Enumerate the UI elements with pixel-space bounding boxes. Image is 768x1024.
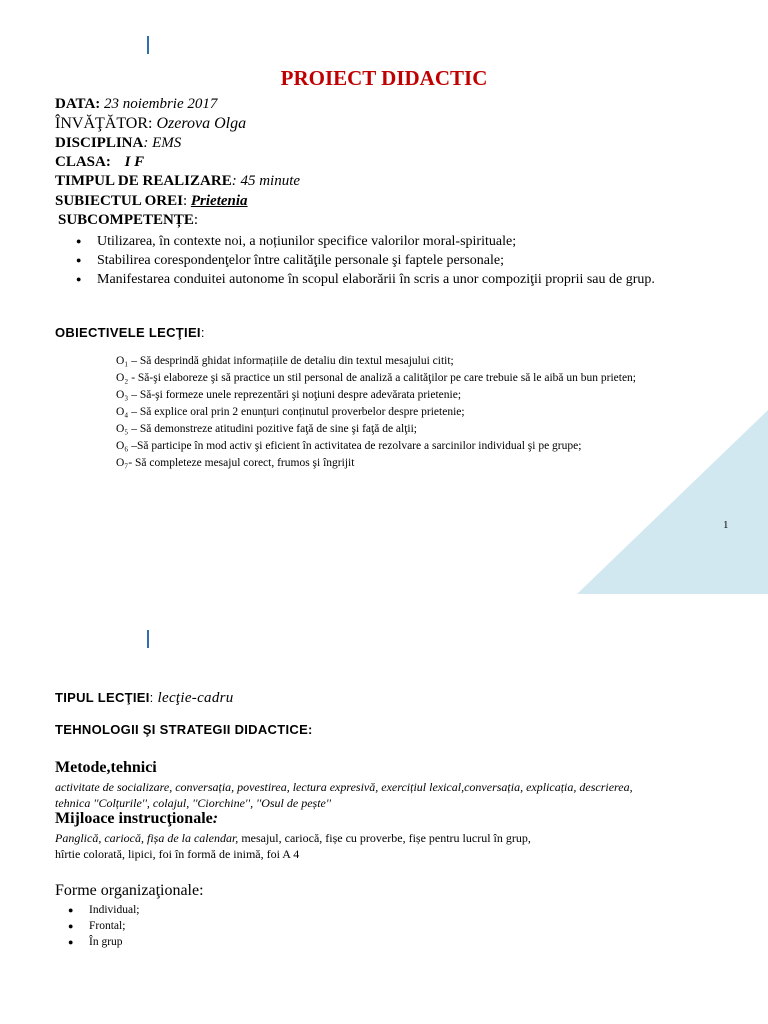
list-item: ● Utilizarea, în contexte noi, a noțiunilor specifice valorilor moral-spirituale;	[70, 232, 698, 251]
resources-colon: :	[212, 810, 219, 827]
forms-list	[62, 902, 362, 950]
subcompetences-colon: :	[193, 212, 199, 228]
lesson-type-colon: :	[149, 690, 154, 705]
objectives-colon: :	[200, 325, 205, 340]
time-label: TIMPUL DE REALIZARE	[55, 173, 232, 189]
class-value: I F	[124, 154, 145, 170]
lesson-type-label: TIPUL LECŢIEI	[55, 690, 150, 705]
triangle-shape	[577, 410, 768, 594]
objective-item: O₄ – Să explice oral prin 2 enunțuri conținutul proverbelor despre prietenie;	[116, 406, 465, 418]
date-label: DATA:	[55, 96, 101, 112]
resources-title: Mijloace instrucţionale	[55, 810, 213, 827]
subject-value: Prietenia	[190, 193, 248, 209]
objectives-heading	[55, 325, 205, 340]
teacher-value: Ozerova Olga	[156, 115, 247, 132]
field-date	[55, 95, 217, 114]
cursor-caret-page2	[147, 630, 149, 648]
objectives-title: OBIECTIVELE LECŢIEI	[55, 325, 201, 340]
list-item: ● Individual;	[62, 902, 362, 918]
discipline-label: DISCIPLINA	[55, 135, 144, 151]
time-value: : 45 minute	[231, 173, 301, 189]
list-item: ● În grup	[62, 934, 362, 950]
field-discipline	[55, 134, 181, 153]
teacher-colon: :	[148, 115, 153, 132]
resources-rest: mesajul, cariocă, fișe cu proverbe, fișe pentru lucrul în grup,	[238, 831, 531, 845]
methods-heading: Metode,tehnici	[55, 759, 157, 776]
list-item: ● Manifestarea conduitei autonome în scopul elaborării în scris a unor compoziţii proprii sau de grup.	[70, 270, 698, 289]
corner-triangle-decoration	[577, 410, 768, 594]
objective-item: O₆ –Să participe în mod activ şi eficient în activitatea de rezolvare a sarcinilor individual şi pe grupe;	[116, 440, 582, 452]
objective-item: O₅ – Să demonstreze atitudini pozitive faţă de sine şi faţă de alţii;	[116, 423, 417, 435]
page-number: 1	[723, 519, 729, 531]
field-time	[55, 172, 300, 191]
field-class	[55, 153, 144, 172]
lesson-type	[55, 690, 234, 707]
objective-item: O₂ - Să-şi elaboreze şi să practice un stil personal de analiză a calităţilor pe care trebuie să le aibă un bun prieten;	[116, 372, 637, 384]
subject-colon: :	[182, 193, 188, 209]
resources-heading	[55, 810, 218, 828]
class-label: CLASA:	[55, 154, 111, 170]
subcompetences-title: SUBCOMPETENȚE	[58, 212, 194, 228]
methods-text: activitate de socializare, conversația, povestirea, lectura expresivă, exercițiul lexical,conversația, explicația, descrierea, tehnica ''Colțurile'', colajul, ''Ciorchine'', ''Osul de pește''	[55, 780, 633, 810]
date-value: 23 noiembrie 2017	[104, 96, 218, 112]
list-item: ● Frontal;	[62, 918, 362, 934]
technologies-heading: TEHNOLOGII ŞI STRATEGII DIDACTICE:	[55, 722, 313, 737]
field-teacher	[55, 114, 246, 133]
subject-label: SUBIECTUL OREI	[55, 193, 183, 209]
resources-italic-part: Panglică, cariocă, fișa de la calendar,	[55, 831, 239, 845]
resources-line-1	[55, 830, 695, 846]
cursor-caret	[147, 36, 149, 54]
lesson-type-value: lecţie-cadru	[157, 690, 234, 706]
objective-item: O₇- Să completeze mesajul corect, frumos şi îngrijit	[116, 457, 355, 469]
field-subject	[55, 192, 248, 211]
resources-line-2: hîrtie colorată, lipici, foi în formă de inimă, foi A 4	[55, 847, 300, 861]
list-item: ● Stabilirea corespondenţelor între calităţile personale şi faptele personale;	[70, 251, 698, 270]
page-title: PROIECT DIDACTIC	[280, 66, 488, 90]
teacher-label: ÎNVĂŢĂTOR	[55, 115, 149, 132]
forms-heading: Forme organizaţionale:	[55, 882, 204, 899]
subcompetences-list	[70, 232, 698, 289]
resources-text	[55, 830, 695, 862]
subcompetences-heading	[58, 211, 198, 230]
discipline-value: : EMS	[143, 135, 182, 151]
objective-item: O₁ – Să desprindă ghidat informațiile de detaliu din textul mesajului citit;	[116, 355, 454, 367]
objective-item: O₃ – Să-şi formeze unele reprezentări şi noţiuni despre adevărata prietenie;	[116, 389, 462, 401]
